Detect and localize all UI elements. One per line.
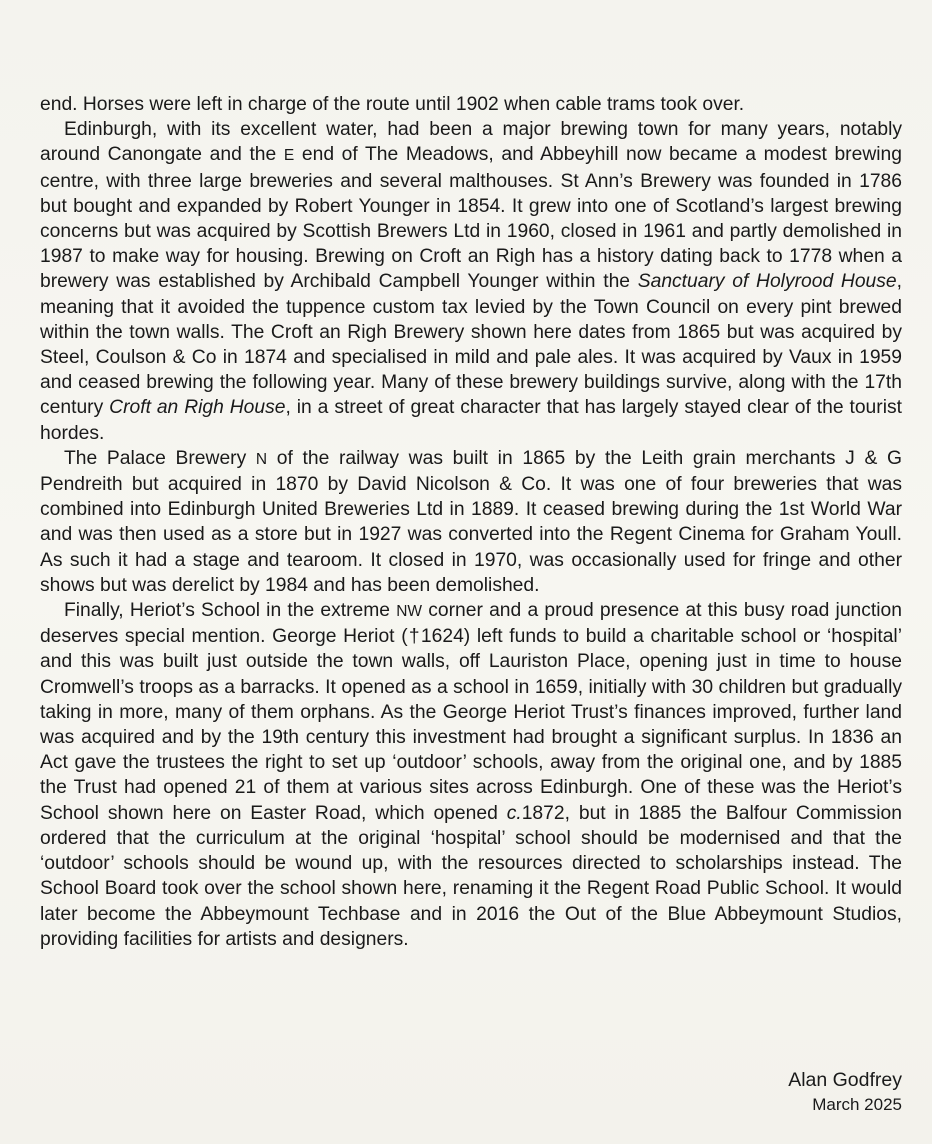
paragraph-p3 — [40, 446, 902, 598]
text-run: end of The Meadows, and Abbeyhill now became a modest brewing centre, with three large breweries and several malthouses. St Ann’s Brewery was founded in 1786 but bought and expanded by Robert Younger in 1854. It grew into one of Scotland’s largest brewing concerns but was acquired by Scottish Brewers Ltd in 1960, closed in 1961 and partly demolished in 1987 to make way for housing. Brewing on Croft an Righ has a history dating back to 1778 when a brewery was established by Archibald Campbell Younger within the — [40, 144, 902, 293]
text-run: of the railway was built in 1865 by the Leith grain merchants J & G Pendreith but acquired in 1870 by David Nicolson & Co. It was one of four breweries that was combined into Edinburgh United Breweries Ltd in 1889. It ceased brewing during the 1st World War and was then used as a store but in 1927 was converted into the Regent Cinema for Graham Youll. As such it had a stage and tearoom. It closed in 1970, was occasionally used for fringe and other shows but was derelict by 1984 and has been demolished. — [40, 447, 902, 596]
text-run: The Palace Brewery — [64, 447, 256, 469]
text-run: , in a street of great character that has largely stayed clear of the tourist hordes. — [40, 397, 902, 444]
text-run: end. Horses were left in charge of the route until 1902 when cable trams took over. — [40, 94, 745, 115]
paragraph-p4 — [40, 598, 902, 952]
italic-text: Sanctuary of Holyrood House — [637, 271, 897, 293]
italic-text: Croft an Righ House — [109, 397, 286, 419]
signature-date: March 2025 — [812, 1095, 902, 1114]
signature-block — [788, 1067, 902, 1117]
paragraph-p2 — [40, 117, 902, 446]
paragraph-p1 — [40, 92, 902, 117]
text-run: Edinburgh, with its excellent water, had been a major brewing town for many years, notably around Canongate and the — [40, 119, 902, 166]
text-run: 1872, but in 1885 the Balfour Commission ordered that the curriculum at the original ‘hospital’ school should be modernised and that the ‘outdoor’ schools should be wound up, with the resources directed to scholarships instead. The School Board took over the school shown here, renaming it the Regent Road Public School. It would later become the Abbeymount Techbase and in 2016 the Out of the Blue Abbeymount Studios, providing facilities for artists and designers. — [40, 802, 902, 950]
text-run: Finally, Heriot’s School in the extreme — [64, 600, 397, 622]
compass-direction: NW — [396, 603, 423, 621]
compass-direction: N — [255, 450, 268, 468]
text-run: , meaning that it avoided the tuppence custom tax levied by the Town Council on every pint brewed within the town walls. The Croft an Righ Brewery shown here dates from 1865 but was acquired by Steel, Coulson & Co in 1874 and specialised in mild and pale ales. It was acquired by Vaux in 1959 and ceased brewing the following year. Many of these brewery buildings survive, along with the 17th century — [40, 271, 902, 419]
text-run: corner and a proud presence at this busy road junction deserves special mention. George Heriot (†1624) left funds to build a charitable school or ‘hospital’ and this was built just outside the town walls, off Lauriston Place, opening just in time to house Cromwell’s troops as a barracks. It opened as a school in 1659, initially with 30 children but gradually taking in more, many of them orphans. As the George Heriot Trust’s finances improved, further land was acquired and by the 19th century this investment had brought a significant surplus. In 1836 an Act gave the trustees the right to set up ‘outdoor’ schools, away from the original one, and by 1885 the Trust had opened 21 of them at various sites across Edinburgh. One of these was the Heriot’s School shown here on Easter Road, which opened — [40, 600, 902, 824]
body-text — [40, 92, 902, 952]
compass-direction: E — [283, 147, 295, 165]
author-name: Alan Godfrey — [788, 1069, 902, 1091]
italic-text: c. — [506, 802, 522, 824]
